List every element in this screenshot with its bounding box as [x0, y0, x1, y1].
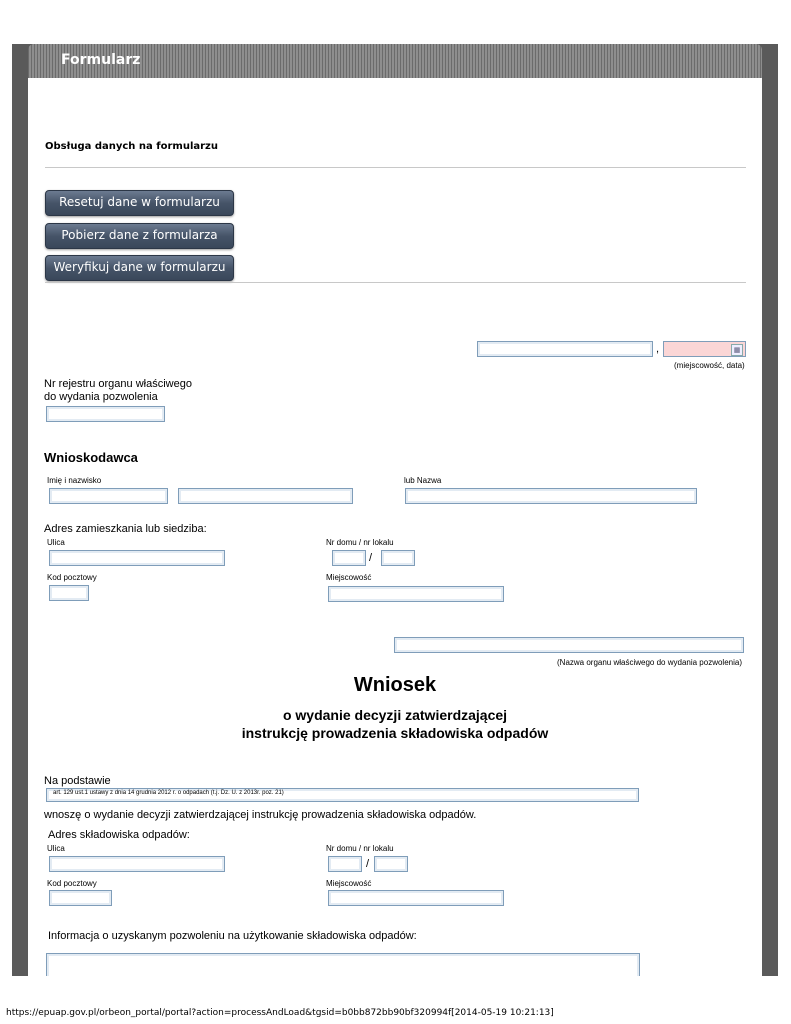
applicant-street-input[interactable] [49, 550, 225, 566]
request-subtitle-line1: o wydanie decyzji zatwierdzającej [282, 707, 508, 723]
applicant-house-slash: / [369, 552, 373, 564]
applicant-city-label: Miejscowość [326, 573, 372, 582]
landfill-postal-label: Kod pocztowy [47, 879, 97, 888]
landfill-flat-number-input[interactable] [374, 856, 408, 872]
landfill-street-input[interactable] [49, 856, 225, 872]
landfill-city-input[interactable] [328, 890, 504, 906]
applicant-house-label: Nr domu / nr lokalu [326, 538, 394, 547]
applicant-last-name-input[interactable] [178, 488, 353, 504]
landfill-city-label: Miejscowość [326, 879, 372, 888]
permit-info-label: Informacja o uzyskanym pozwoleniu na użytkowanie składowiska odpadów: [48, 930, 417, 942]
page-footer-url: https://epuap.gov.pl/orbeon_portal/portal?action=processAndLoad&tgsid=b0bb872bb90bf320994f[2014-05-19 10:21:13] [6, 1008, 554, 1018]
basis-input[interactable] [46, 788, 639, 802]
applicant-street-label: Ulica [47, 538, 65, 547]
place-input[interactable] [477, 341, 653, 357]
divider-bottom [45, 282, 746, 283]
place-date-separator: , [656, 343, 660, 355]
place-date-hint: (miejscowość, data) [674, 361, 745, 370]
applicant-company-input[interactable] [405, 488, 697, 504]
divider-top [45, 167, 746, 168]
request-title: Wniosek [353, 674, 437, 696]
applicant-company-label: lub Nazwa [404, 476, 442, 485]
verify-form-button[interactable]: Weryfikuj dane w formularzu [45, 255, 234, 281]
landfill-street-label: Ulica [47, 844, 65, 853]
landfill-house-slash: / [366, 858, 370, 870]
basis-value: art. 129 ust.1 ustawy z dnia 14 grudnia 2012 r. o odpadach (t.j. Dz. U. z 2013r. poz. 21) [53, 790, 284, 796]
registry-label-line2: do wydania pozwolenia [44, 391, 158, 403]
landfill-postal-code-input[interactable] [49, 890, 112, 906]
applicant-postal-code-input[interactable] [49, 585, 89, 601]
form-header [28, 44, 762, 78]
section-title: Obsługa danych na formularzu [45, 141, 218, 152]
form-frame [12, 44, 778, 976]
applicant-postal-label: Kod pocztowy [47, 573, 97, 582]
authority-name-input[interactable] [394, 637, 744, 653]
landfill-house-number-input[interactable] [328, 856, 362, 872]
request-subtitle-line2: instrukcję prowadzenia składowiska odpadów [241, 725, 549, 741]
fetch-form-button[interactable]: Pobierz dane z formularza [45, 223, 234, 249]
date-input[interactable] [663, 341, 746, 357]
registry-label-line1: Nr rejestru organu właściwego [44, 378, 192, 390]
reset-form-button[interactable]: Resetuj dane w formularzu [45, 190, 234, 216]
applicant-name-label: Imię i nazwisko [47, 476, 102, 485]
basis-label: Na podstawie [44, 775, 111, 787]
registry-number-input[interactable] [46, 406, 165, 422]
applicant-flat-number-input[interactable] [381, 550, 415, 566]
landfill-address-title: Adres składowiska odpadów: [48, 829, 190, 841]
calendar-icon[interactable]: ▦ [731, 344, 743, 356]
permit-info-textarea[interactable] [46, 953, 640, 976]
authority-hint: (Nazwa organu właściwego do wydania pozwolenia) [557, 658, 742, 667]
applicant-first-name-input[interactable] [49, 488, 168, 504]
form-content [28, 78, 762, 976]
applicant-address-title: Adres zamieszkania lub siedziba: [44, 523, 207, 535]
applicant-house-number-input[interactable] [332, 550, 366, 566]
applicant-city-input[interactable] [328, 586, 504, 602]
request-statement: wnoszę o wydanie decyzji zatwierdzającej instrukcję prowadzenia składowiska odpadów. [44, 809, 477, 821]
landfill-house-label: Nr domu / nr lokalu [326, 844, 394, 853]
applicant-title: Wnioskodawca [44, 450, 138, 465]
form-header-title: Formularz [61, 52, 141, 68]
